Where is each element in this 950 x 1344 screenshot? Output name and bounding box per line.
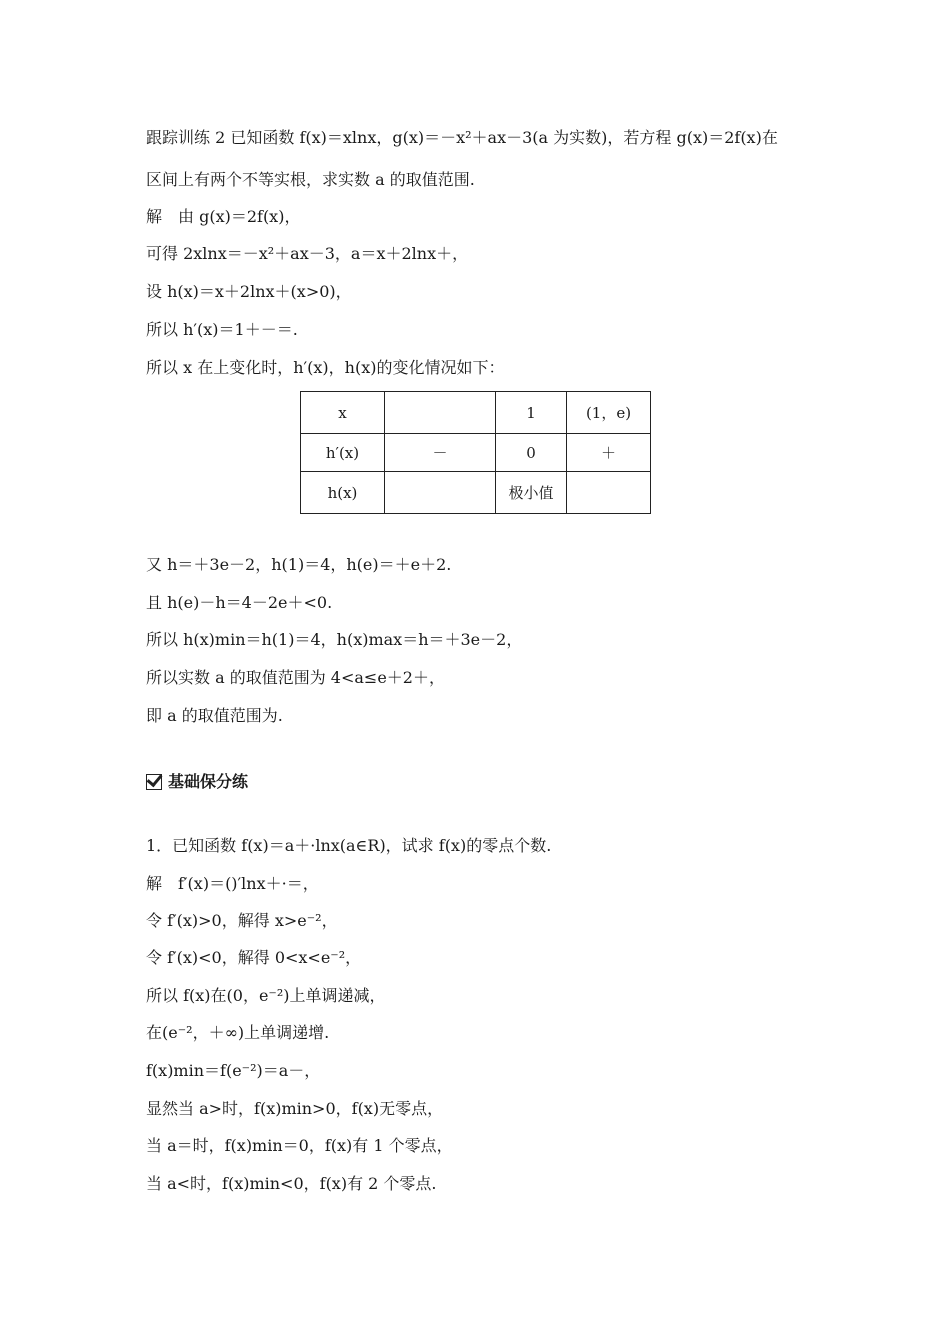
checkbox-icon — [146, 774, 162, 790]
table-cell: (1，e) — [567, 392, 651, 434]
table-row — [301, 434, 651, 472]
table-row — [301, 392, 651, 434]
table-cell: h′(x) — [301, 434, 385, 472]
exercise-line: f(x)min＝f(e⁻²)＝a－， — [146, 1061, 321, 1080]
after-table-line: 所以实数 a 的取值范围为 4<a≤e＋2＋， — [146, 668, 445, 687]
exercise-line: 1．已知函数 f(x)＝a＋·lnx(a∈R)，试求 f(x)的零点个数. — [146, 836, 552, 855]
exercise-line: 在(e⁻²，＋∞)上单调递增. — [146, 1023, 330, 1042]
table-cell: 0 — [496, 434, 567, 472]
exercise-line: 显然当 a>时，f(x)min>0，f(x)无零点， — [146, 1099, 444, 1118]
problem-line-2: 区间上有两个不等实根，求实数 a 的取值范围. — [146, 170, 475, 189]
section-title: 基础保分练 — [168, 772, 249, 791]
solution-line: 设 h(x)＝x＋2lnx＋(x>0)， — [146, 282, 352, 301]
exercise-line: 所以 f(x)在(0，e⁻²)上单调递减， — [146, 986, 386, 1005]
table-cell: ＋ — [567, 434, 651, 472]
table-row — [301, 472, 651, 514]
table-cell — [385, 472, 496, 514]
exercise-line: 当 a<时，f(x)min<0，f(x)有 2 个零点. — [146, 1174, 437, 1193]
solution-line: 解 由 g(x)＝2f(x)， — [146, 207, 301, 226]
problem-line-1: 跟踪训练 2 已知函数 f(x)＝xlnx，g(x)＝－x²＋ax－3(a 为实数)，若方程 g(x)＝2f(x)在 — [146, 128, 778, 147]
exercise-line: 解 f′(x)＝()′lnx＋·＝， — [146, 874, 319, 893]
table-cell: h(x) — [301, 472, 385, 514]
table-cell: 极小值 — [496, 472, 567, 514]
variation-table — [300, 391, 651, 514]
section-heading — [146, 772, 248, 792]
exercise-line: 当 a＝时，f(x)min＝0，f(x)有 1 个零点， — [146, 1136, 453, 1155]
after-table-line: 又 h＝＋3e－2，h(1)＝4，h(e)＝＋e＋2. — [146, 555, 452, 574]
exercise-line: 令 f′(x)<0，解得 0<x<e⁻²， — [146, 948, 362, 967]
after-table-line: 即 a 的取值范围为. — [146, 706, 283, 725]
exercise-line: 令 f′(x)>0，解得 x>e⁻²， — [146, 911, 338, 930]
solution-line: 可得 2xlnx＝－x²＋ax－3，a＝x＋2lnx＋， — [146, 244, 469, 263]
after-table-line: 所以 h(x)min＝h(1)＝4，h(x)max＝h＝＋3e－2， — [146, 630, 523, 649]
table-cell: － — [385, 434, 496, 472]
table-cell — [567, 472, 651, 514]
after-table-line: 且 h(e)－h＝4－2e＋<0. — [146, 593, 333, 612]
solution-line: 所以 x 在上变化时，h′(x)，h(x)的变化情况如下： — [146, 358, 505, 377]
solution-line: 所以 h′(x)＝1＋－＝. — [146, 320, 298, 339]
table-cell — [385, 392, 496, 434]
table-cell: 1 — [496, 392, 567, 434]
table-cell: x — [301, 392, 385, 434]
